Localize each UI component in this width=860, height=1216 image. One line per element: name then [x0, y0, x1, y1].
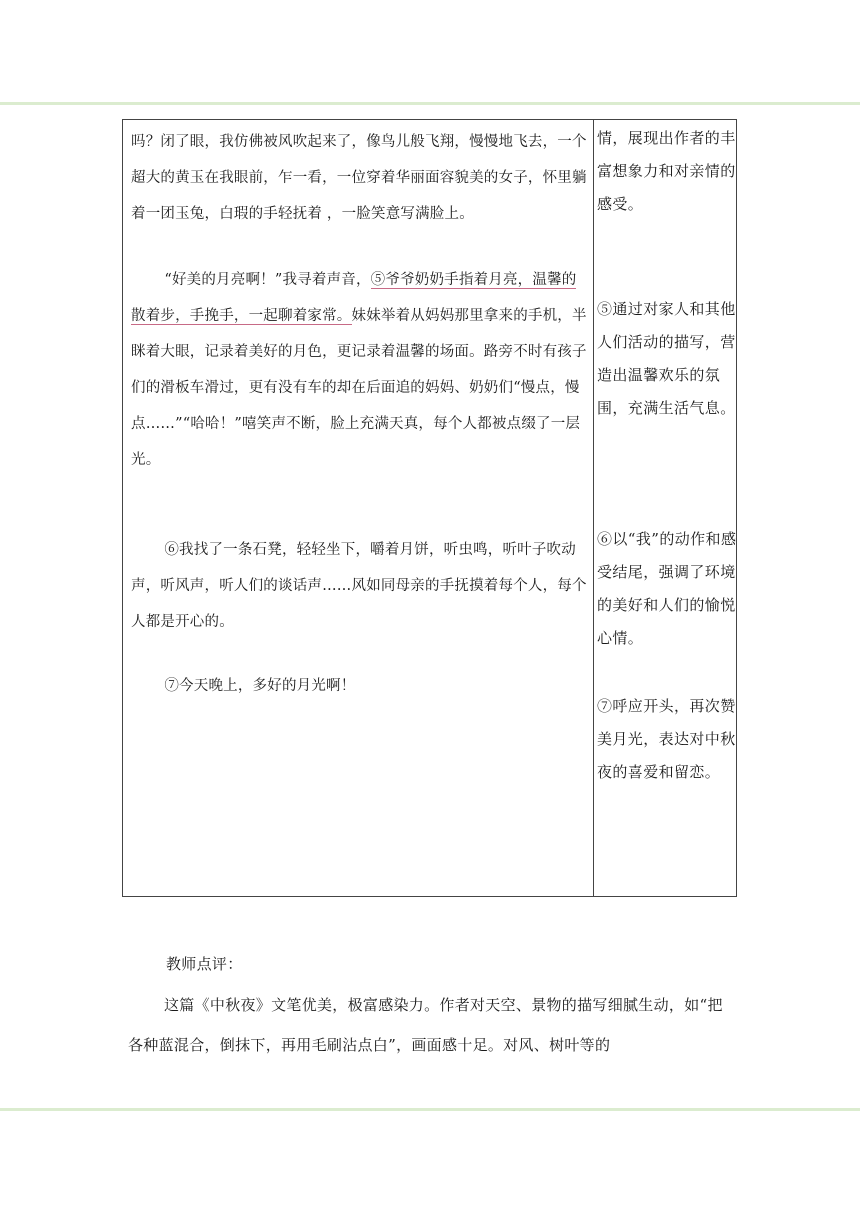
paragraph-2-lead: “好美的月亮啊！”我寻着声音， — [164, 272, 371, 288]
annotation-note-6: ⑥以“我”的动作和感受结尾，强调了环境的美好和人们的愉悦心情。 — [597, 530, 737, 647]
essay-paragraph-3: ⑥我找了一条石凳，轻轻坐下，嚼着月饼，听虫鸣，听叶子吹动声，听风声，听人们的谈话声……风如同母亲的手抚摸着每个人，每个人都是开心的。 — [131, 542, 587, 630]
underlined-passage-5: ⑤爷爷奶奶手指着月亮，温馨的散着步，手挽手，一起聊着家常。 — [131, 272, 577, 324]
annotation-note-5: ⑤通过对家人和其他人们活动的描写，营造出温馨欢乐的氛围，充满生活气息。 — [597, 300, 736, 417]
essay-annotation-table — [122, 119, 737, 897]
column-divider — [593, 120, 594, 896]
essay-paragraph-4: ⑦今天晚上，多好的月光啊！ — [164, 678, 356, 694]
essay-paragraph-1: 吗？闭了眼，我仿佛被风吹起来了，像鸟儿般飞翔，慢慢地飞去，一个超大的黄玉在我眼前，乍一看，一位穿着华丽面容貌美的女子，怀里躺着一团玉兔，白瑕的手轻抚着 ，一脸笑意写满脸上。 — [131, 134, 587, 222]
paragraph-2-rest: 妹妹举着从妈妈那里拿来的手机，半眯着大眼，记录着美好的月色，更记录着温馨的场面。路旁不时有孩子们的滑板车滑过，更有没有车的却在后面追的妈妈、奶奶们“慢点，慢点……”“哈哈！”嘻笑声不断，脸上充满天真，每个人都被点缀了一层光。 — [131, 308, 587, 468]
annotation-note-7: ⑦呼应开头，再次赞美月光，表达对中秋夜的喜爱和留恋。 — [597, 697, 736, 781]
essay-paragraph-2 — [131, 262, 591, 478]
bottom-decorative-rule — [0, 1108, 860, 1111]
annotation-note-1: 情，展现出作者的丰富想象力和对亲情的感受。 — [597, 129, 736, 213]
teacher-comment-body: 这篇《中秋夜》文笔优美，极富感染力。作者对天空、景物的描写细腻生动，如“把各种蓝混合，倒抹下，再用毛刷沾点白”，画面感十足。对风、树叶等的 — [128, 996, 723, 1054]
top-decorative-rule — [0, 102, 860, 105]
teacher-comment-title: 教师点评： — [166, 955, 243, 973]
